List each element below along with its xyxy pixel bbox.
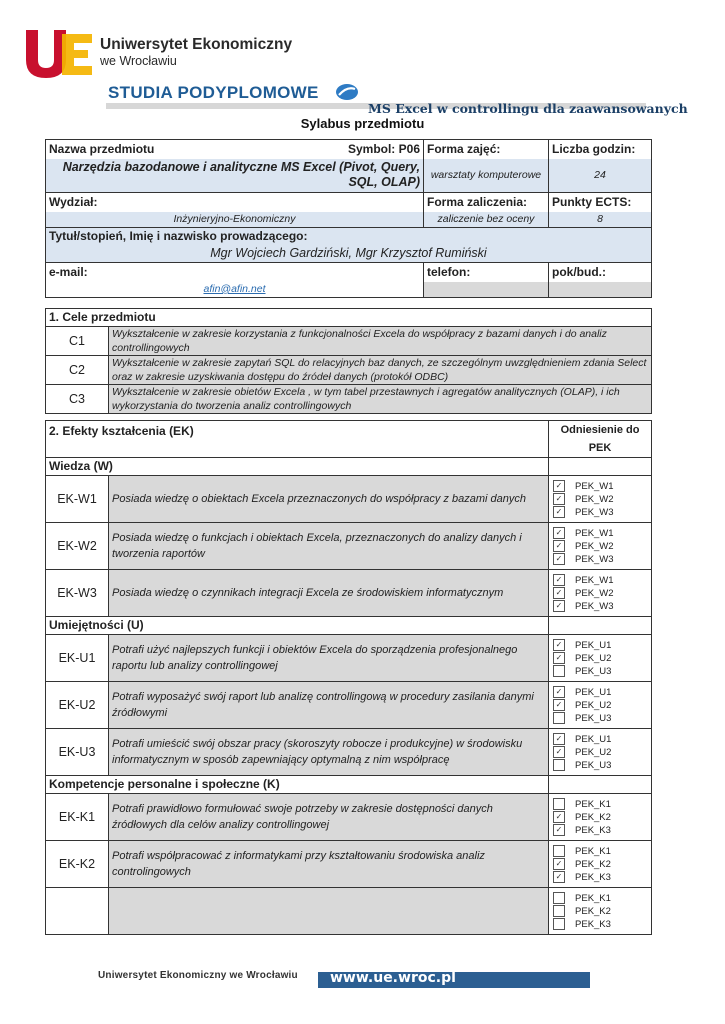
group-title: Wiedza (W) [46,458,549,476]
ek-code: EK-W2 [46,523,109,570]
group-header-row [46,776,652,794]
pek-label: PEK_K1 [575,798,611,810]
cele-heading: 1. Cele przedmiotu [46,309,652,327]
university-logo [22,28,94,80]
forma-zajec-value: warsztaty komputerowe [424,159,549,193]
pek-label: PEK_K3 [575,824,611,836]
ek-code [46,888,109,935]
ek-row [46,888,652,935]
odniesienie-header: Odniesienie do PEK [549,421,652,458]
pek-checkbox[interactable]: ✓ [553,553,565,565]
info-table [45,139,652,298]
course-title: MS Excel w controllingu dla zaawansowanych [368,101,688,116]
ek-row [46,570,652,617]
pek-label: PEK_W1 [575,480,614,492]
pek-label: PEK_W3 [575,553,614,565]
ek-code: EK-U2 [46,682,109,729]
cel-code: C2 [46,356,109,385]
cel-code: C3 [46,385,109,414]
pek-label: PEK_K2 [575,905,611,917]
pek-checkbox[interactable] [553,892,565,904]
pek-checkbox[interactable]: ✓ [553,824,565,836]
pek-item [553,553,647,566]
pek-checkbox[interactable]: ✓ [553,733,565,745]
forma-zajec-label: Forma zajęć: [424,140,549,159]
ek-row [46,841,652,888]
pek-label: PEK_K3 [575,918,611,930]
pek-checkbox[interactable]: ✓ [553,600,565,612]
pek-checkbox[interactable]: ✓ [553,587,565,599]
ek-description: Posiada wiedzę o obiektach Excela przeznaczonych do współpracy z bazami danych [109,476,549,523]
footer-url[interactable]: www.ue.wroc.pl [330,970,456,986]
group-pek-empty [549,458,652,476]
program-title: STUDIA PODYPLOMOWE [108,83,319,102]
pek-label: PEK_K3 [575,871,611,883]
ek-description: Posiada wiedzę o funkcjach i obiektach Excela, przeznaczonych do analizy danych i tworzenia raportów [109,523,549,570]
pek-checkbox[interactable]: ✓ [553,527,565,539]
pek-checkbox[interactable]: ✓ [553,811,565,823]
ek-code: EK-W1 [46,476,109,523]
nazwa-label: Nazwa przedmiotu [49,141,155,156]
email-link[interactable]: afin@afin.net [203,282,266,295]
pek-cell [549,729,652,776]
pek-checkbox[interactable]: ✓ [553,699,565,711]
pek-label: PEK_U1 [575,686,612,698]
pek-item [553,871,647,884]
pek-checkbox[interactable] [553,712,565,724]
ek-description: Posiada wiedzę o czynnikach integracji Excela ze środowiskiem informatycznym [109,570,549,617]
pek-item [553,759,647,772]
ek-code: EK-K1 [46,794,109,841]
university-name: Uniwersytet Ekonomiczny [100,36,293,53]
pek-checkbox[interactable] [553,759,565,771]
group-pek-empty [549,776,652,794]
cel-row [46,385,652,414]
ects-label: Punkty ECTS: [549,193,652,212]
pek-cell [549,888,652,935]
ek-description: Potrafi wyposażyć swój raport lub analizę controllingową w procedury zasilania danymi źródłowymi [109,682,549,729]
ects-value: 8 [549,212,652,228]
pek-label: PEK_W1 [575,527,614,539]
ek-code: EK-K2 [46,841,109,888]
pek-cell [549,841,652,888]
email-label: e-mail: [46,263,424,282]
footer-university: Uniwersytet Ekonomiczny we Wrocławiu [98,970,298,981]
group-header-row [46,458,652,476]
pek-label: PEK_U3 [575,759,612,771]
pek-checkbox[interactable] [553,665,565,677]
pek-label: PEK_K1 [575,845,611,857]
ek-description: Potrafi prawidłowo formułować swoje potrzeby w zakresie dostępności danych źródłowych dla celów analizy controllingowej [109,794,549,841]
nazwa-cell [46,140,424,159]
cel-text: Wykształcenie w zakresie obietów Excela , w tym tabel przestawnych i agregatów analitycznych (OLAP), i ich wykorzystania do tworzenia analiz controllingowych [109,385,652,414]
pek-label: PEK_K1 [575,892,611,904]
pek-checkbox[interactable]: ✓ [553,686,565,698]
pek-cell [549,635,652,682]
pek-label: PEK_K2 [575,811,611,823]
pek-label: PEK_W2 [575,587,614,599]
pek-checkbox[interactable]: ✓ [553,639,565,651]
pek-checkbox[interactable] [553,905,565,917]
telefon-value [424,282,549,298]
pek-cell [549,523,652,570]
pek-item [553,824,647,837]
efekty-table [45,420,652,935]
cel-code: C1 [46,327,109,356]
ek-code: EK-W3 [46,570,109,617]
group-pek-empty [549,617,652,635]
pek-item [553,918,647,931]
pek-checkbox[interactable]: ✓ [553,652,565,664]
ek-description [109,888,549,935]
pok-value [549,282,652,298]
pek-label: PEK_U2 [575,652,612,664]
cel-text: Wykształcenie w zakresie korzystania z funkcjonalności Excela do współpracy z bazami danych i do analiz controllingowych [109,327,652,356]
document-title: Sylabus przedmiotu [300,116,425,131]
email-cell [46,282,424,298]
pek-checkbox[interactable]: ✓ [553,746,565,758]
ek-description: Potrafi użyć najlepszych funkcji i obiektów Excela do sporządzenia profesjonalnego raportu lub analizy controllingowej [109,635,549,682]
ek-code: EK-U1 [46,635,109,682]
symbol-label: Symbol: P06 [347,141,420,156]
ek-description: Potrafi umieścić swój obszar pracy (skoroszyty robocze i produkcyjne) w środowisku informatycznym w sposób zapewniający optymalną z nim współpracę [109,729,549,776]
group-title: Kompetencje personalne i społeczne (K) [46,776,549,794]
pek-label: PEK_W3 [575,506,614,518]
wydzial-label: Wydział: [46,193,424,212]
pek-cell [549,570,652,617]
ek-row [46,729,652,776]
group-header-row [46,617,652,635]
pek-checkbox[interactable]: ✓ [553,506,565,518]
ek-description: Potrafi współpracować z informatykami przy kształtowaniu środowiska analiz controlingowych [109,841,549,888]
pek-checkbox[interactable]: ✓ [553,493,565,505]
ek-row [46,635,652,682]
pek-label: PEK_U1 [575,733,612,745]
pek-cell [549,794,652,841]
pek-item [553,665,647,678]
pek-label: PEK_U3 [575,712,612,724]
pek-label: PEK_W2 [575,493,614,505]
forma-zaliczenia-label: Forma zaliczenia: [424,193,549,212]
ek-row [46,476,652,523]
ek-row [46,523,652,570]
pek-checkbox[interactable] [553,845,565,857]
university-city: we Wrocławiu [100,54,177,68]
pek-checkbox[interactable]: ✓ [553,574,565,586]
pek-label: PEK_W2 [575,540,614,552]
ek-code: EK-U3 [46,729,109,776]
telefon-label: telefon: [424,263,549,282]
pok-label: pok/bud.: [549,263,652,282]
prowadzacy-value: Mgr Wojciech Gardziński, Mgr Krzysztof Rumiński [46,246,652,263]
pek-item [553,506,647,519]
cel-text: Wykształcenie w zakresie zapytań SQL do relacyjnych baz danych, ze szczególnym uwzględnieniem zdania Select oraz w zakresie uzyskiwania dostępu do źródeł danych (protokół ODBC) [109,356,652,385]
ek-row [46,794,652,841]
pek-label: PEK_W1 [575,574,614,586]
pek-checkbox[interactable] [553,798,565,810]
pek-item [553,712,647,725]
liczba-godzin-value: 24 [549,159,652,193]
pek-label: PEK_U2 [575,746,612,758]
liczba-godzin-label: Liczba godzin: [549,140,652,159]
pek-label: PEK_U1 [575,639,612,651]
pek-label: PEK_K2 [575,858,611,870]
pek-cell [549,476,652,523]
pek-checkbox[interactable]: ✓ [553,540,565,552]
forma-zaliczenia-value: zaliczenie bez oceny [424,212,549,228]
pek-label: PEK_W3 [575,600,614,612]
pek-checkbox[interactable]: ✓ [553,871,565,883]
pek-checkbox[interactable]: ✓ [553,480,565,492]
pek-checkbox[interactable] [553,918,565,930]
nazwa-value: Narzędzia bazodanowe i analityczne MS Excel (Pivot, Query, SQL, OLAP) [46,159,424,193]
efekty-heading: 2. Efekty kształcenia (EK) [46,421,549,458]
wydzial-value: Inżynieryjno-Ekonomiczny [46,212,424,228]
cel-row [46,327,652,356]
cel-row [46,356,652,385]
swoosh-icon [335,82,359,102]
pek-label: PEK_U3 [575,665,612,677]
pek-cell [549,682,652,729]
pek-item [553,600,647,613]
cele-table [45,308,652,414]
prowadzacy-label: Tytuł/stopień, Imię i nazwisko prowadzącego: [46,228,652,246]
group-title: Umiejętności (U) [46,617,549,635]
pek-label: PEK_U2 [575,699,612,711]
ek-row [46,682,652,729]
pek-checkbox[interactable]: ✓ [553,858,565,870]
